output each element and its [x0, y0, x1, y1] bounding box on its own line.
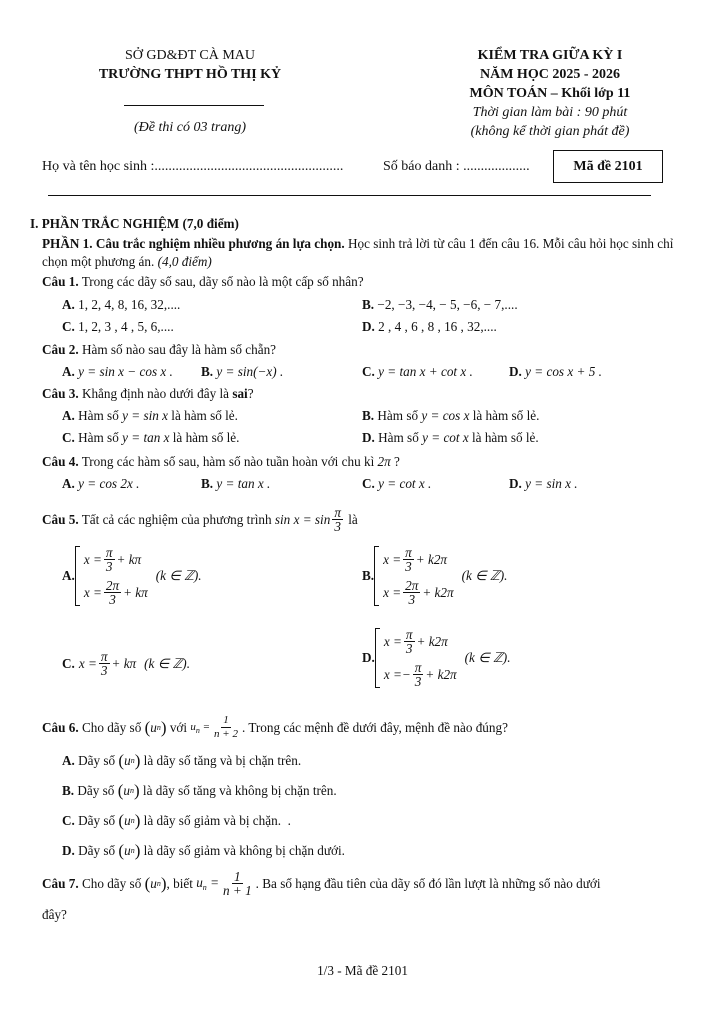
part1-instructions: PHẦN 1. Câu trắc nghiệm nhiều phương án lựa chọn. Học sinh trả lời từ câu 1 đến câu 16. Mỗi câu hỏi học sinh chỉ chọn một phương án. (4,0 điểm)	[42, 236, 674, 269]
student-divider	[48, 195, 651, 196]
q3-option-d[interactable]: D. Hàm số y = cot x là hàm số lẻ.	[362, 430, 539, 445]
question-7-continued: đây?	[42, 907, 67, 922]
question-3: Câu 3. Khẳng định nào dưới đây là sai?	[42, 386, 254, 401]
header-divider	[124, 105, 264, 106]
pi-over-3: $\frac{\pi}{3}$	[334, 505, 341, 534]
q1-option-a[interactable]: A. 1, 2, 4, 8, 16, 32,....	[62, 297, 181, 312]
q3-option-b[interactable]: B. Hàm số y = cos x là hàm số lẻ.	[362, 408, 540, 423]
q3-option-c[interactable]: C. Hàm số y = tan x là hàm số lẻ.	[62, 430, 240, 445]
question-7: Câu 7. Cho dãy số ( u n ) , biết $u_n$ = $\frac{1}{n + 1}$ . Ba số hạng đầu tiên của dãy số đó lần lượt là những số nào dưới	[42, 869, 601, 898]
q4-option-c[interactable]: C. y = cot x .	[362, 476, 432, 491]
department-name: SỞ GD&ĐT CÀ MAU	[124, 48, 256, 63]
section-title: I. PHẦN TRẮC NGHIỆM (7,0 điểm)	[30, 216, 239, 231]
student-name-field: Họ và tên học sinh :......................................................	[42, 159, 344, 174]
pages-note: (Đề thi có 03 trang)	[134, 120, 246, 135]
question-4: Câu 4. Trong các hàm số sau, hàm số nào tuần hoàn với chu kì 2π ?	[42, 454, 400, 469]
exam-code-box	[553, 150, 663, 183]
q3-option-a[interactable]: A. Hàm số y = sin x là hàm số lẻ.	[62, 408, 238, 423]
header-right	[430, 46, 670, 141]
q2-option-a[interactable]: A. y = sin x − cos x .	[62, 364, 173, 379]
q6-option-c[interactable]: C. Dãy số ( u n ) là dãy số giảm và bị chặn. .	[62, 811, 291, 830]
q2-option-c[interactable]: C. y = tan x + cot x .	[362, 364, 473, 379]
exam-title: KIỂM TRA GIỮA KỲ I	[477, 48, 623, 63]
school-name: TRƯỜNG THPT HỒ THỊ KỶ	[98, 67, 282, 82]
question-1: Câu 1. Trong các dãy số sau, dãy số nào là một cấp số nhân?	[42, 274, 364, 289]
q6-option-b[interactable]: B. Dãy số ( u n ) là dãy số tăng và không bị chặn trên.	[62, 781, 337, 800]
question-5: Câu 5. Tất cả các nghiệm của phương trình sin x = sin $\frac{\pi}{3}$ là	[42, 505, 358, 534]
q2-option-d[interactable]: D. y = cos x + 5 .	[509, 364, 602, 379]
header-left	[60, 46, 320, 84]
q6-option-a[interactable]: A. Dãy số ( u n ) là dãy số tăng và bị chặn trên.	[62, 751, 302, 770]
q1-option-d[interactable]: D. 2 , 4 , 6 , 8 , 16 , 32,....	[362, 319, 497, 334]
q1-option-c[interactable]: C. 1, 2, 3 , 4 , 5, 6,....	[62, 319, 174, 334]
q5-option-a[interactable]: A. x = $\frac{\pi}{3}$ + kπ x = $\frac{2\pi}{3}$ + kπ (k ∈ ℤ).	[62, 545, 202, 607]
q5-option-b[interactable]: B. x = $\frac{\pi}{3}$ + k2π x = $\frac{2\pi}{3}$ + k2π (k ∈ ℤ).	[362, 545, 508, 607]
q4-option-b[interactable]: B. y = tan x .	[201, 476, 271, 491]
q4-option-d[interactable]: D. y = sin x .	[509, 476, 578, 491]
q5-option-d[interactable]: D. x = $\frac{\pi}{3}$ + k2π x = − $\frac{\pi}{3}$ + k2π (k ∈ ℤ).	[362, 627, 511, 689]
q1-option-b[interactable]: B. −2, −3, −4, − 5, −6, − 7,....	[362, 297, 518, 312]
q6-option-d[interactable]: D. Dãy số ( u n ) là dãy số giảm và không bị chặn dưới.	[62, 841, 345, 860]
time-limit: Thời gian làm bài : 90 phút	[472, 105, 628, 120]
question-2: Câu 2. Hàm số nào sau đây là hàm số chẵn?	[42, 342, 277, 357]
q2-option-b[interactable]: B. y = sin(−x) .	[201, 364, 284, 379]
page-footer: 1/3 - Mã đề 2101	[317, 963, 408, 978]
exam-code: Mã đề 2101	[573, 158, 643, 174]
time-note: (không kể thời gian phát đề)	[470, 124, 630, 139]
school-year: NĂM HỌC 2025 - 2026	[480, 67, 620, 82]
q5-option-c[interactable]: C. x = $\frac{\pi}{3}$ + kπ (k ∈ ℤ).	[62, 649, 190, 678]
q4-option-a[interactable]: A. y = cos 2x .	[62, 476, 140, 491]
question-6: Câu 6. Cho dãy số ( u n ) với $u_n$ = $\frac{1}{n + 2}$ . Trong các mệnh đề dưới đây, mệnh đề nào đúng?	[42, 714, 508, 740]
subject: MÔN TOÁN – Khối lớp 11	[469, 86, 631, 101]
student-id-field: Số báo danh : ...................	[383, 159, 530, 174]
